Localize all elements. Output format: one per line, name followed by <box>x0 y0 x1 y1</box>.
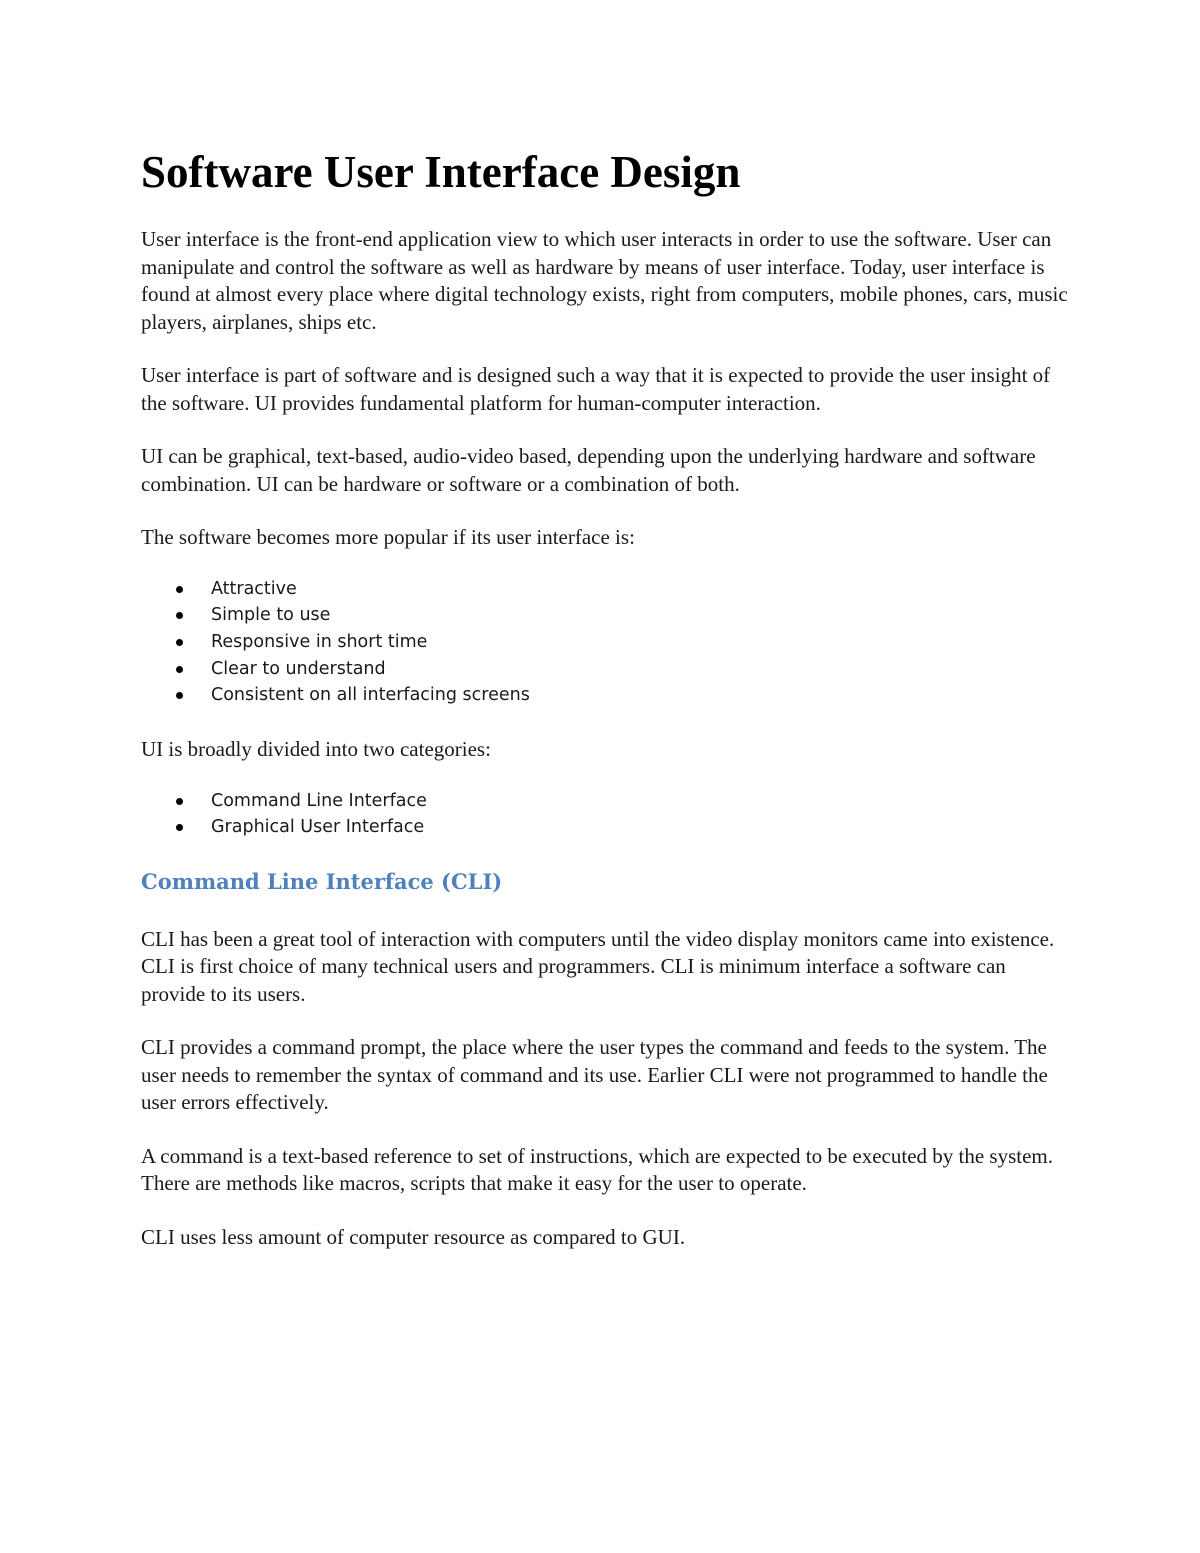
categories-list <box>141 788 1071 841</box>
bullet-icon <box>176 692 183 699</box>
bullet-icon <box>176 586 183 593</box>
list-item-text: Simple to use <box>211 605 331 626</box>
bullet-icon <box>176 612 183 619</box>
list-item-text: Attractive <box>211 578 297 599</box>
document-content <box>141 146 1071 1277</box>
bullet-icon <box>176 639 183 646</box>
intro-paragraph: User interface is the front-end application view to which user interacts in order to use the software. User can manipulate and control the software as well as hardware by means of user interface. Today, user interface is found at almost every place where digital technology exists, right from computers, mobile phones, cars, music players, airplanes, ships etc. <box>141 227 1068 334</box>
bullet-icon <box>176 666 183 673</box>
list-item <box>141 788 1071 815</box>
bullet-icon <box>176 824 183 831</box>
bullet-icon <box>176 798 183 805</box>
list-item-text: Responsive in short time <box>211 631 428 652</box>
list-item <box>141 656 1071 683</box>
cli-paragraph: CLI uses less amount of computer resource as compared to GUI. <box>141 1224 686 1249</box>
list-item <box>141 629 1071 656</box>
list-item-text: Command Line Interface <box>211 790 427 811</box>
list-item-text: Consistent on all interfacing screens <box>211 685 530 706</box>
cli-section-heading: Command Line Interface (CLI) <box>141 868 503 894</box>
list-item <box>141 602 1071 629</box>
cli-paragraph: A command is a text-based reference to set of instructions, which are expected to be executed by the system. There are methods like macros, scripts that make it easy for the user to operate. <box>141 1143 1054 1196</box>
list-item-text: Clear to understand <box>211 658 386 679</box>
list-item-text: Graphical User Interface <box>211 817 425 838</box>
intro-paragraph: UI can be graphical, text-based, audio-video based, depending upon the underlying hardware and software combination. UI can be hardware or software or a combination of both. <box>141 444 1036 496</box>
list-item <box>141 682 1071 709</box>
categories-intro: UI is broadly divided into two categories: <box>141 737 491 762</box>
cli-paragraph: CLI provides a command prompt, the place where the user types the command and feeds to the system. The user needs to remember the syntax of command and its use. Earlier CLI were not programmed to handle the user errors effectively. <box>141 1035 1048 1115</box>
list-item <box>141 576 1071 603</box>
list-item <box>141 814 1071 841</box>
intro-paragraph: User interface is part of software and is designed such a way that it is expected to provide the user insight of the software. UI provides fundamental platform for human-computer interaction. <box>141 363 1051 415</box>
document-title: Software User Interface Design <box>141 147 741 197</box>
qualities-list <box>141 576 1071 710</box>
qualities-intro: The software becomes more popular if its user interface is: <box>141 525 635 549</box>
cli-paragraph: CLI has been a great tool of interaction with computers until the video display monitors came into existence. CLI is first choice of many technical users and programmers. CLI is minimum interface a software can provide to its users. <box>141 926 1055 1006</box>
